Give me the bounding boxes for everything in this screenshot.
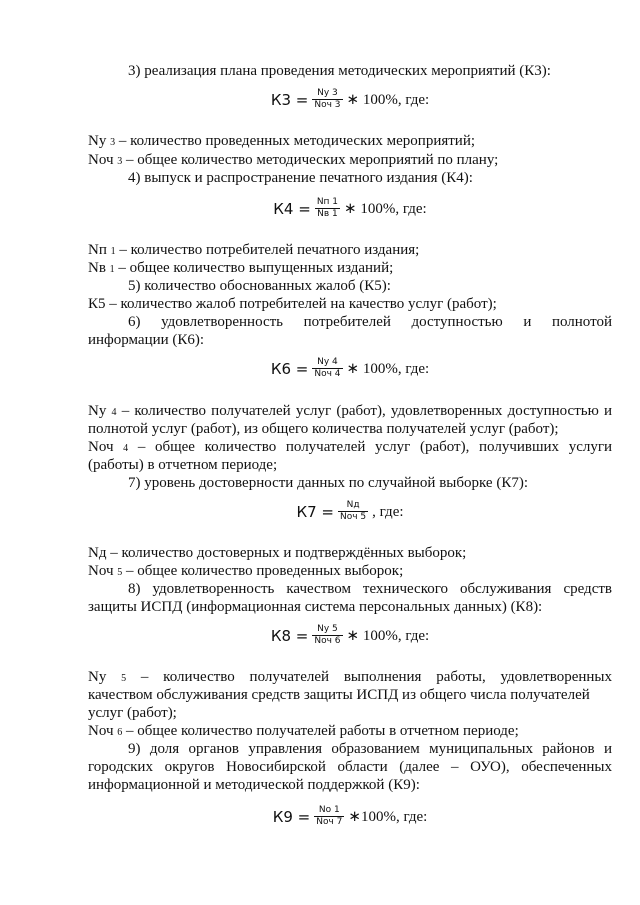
formula-fraction (315, 197, 340, 220)
formula-denominator: Nоч 3 (314, 100, 341, 110)
formula-fraction (338, 500, 368, 523)
definition-text: – количество достоверных и подтверждённых выборок; (110, 545, 467, 561)
paragraph-line: качеством обслуживания средств защиты ИСПД из общего числа получателей (88, 687, 590, 703)
variable-symbol: Nд (88, 545, 107, 561)
variable-symbol: Nу (88, 403, 107, 419)
formula-lhs: К6 = (270, 359, 309, 378)
formula-lhs: К7 = (296, 502, 334, 521)
definition-text: – количество получателей услуг (работ), удовлетворенных доступностью и (121, 403, 613, 419)
definition-text: – общее количество методических мероприятий по плану; (126, 152, 499, 168)
formula-numerator: Nо 1 (318, 805, 340, 815)
formula-fraction (312, 624, 342, 647)
paragraph-first-line: 3) реализация плана проведения методических мероприятий (К3): (128, 63, 551, 79)
formula-tail: ∗ 100%, где: (344, 200, 427, 217)
definition-line (88, 722, 612, 742)
variable-subscript: 3 (110, 137, 116, 148)
variable-symbol: Nоч (88, 152, 114, 168)
formula-tail: ∗ 100%, где: (346, 360, 430, 377)
variable-subscript: 1 (109, 264, 115, 275)
formula-tail: ∗ 100%, где: (346, 91, 430, 108)
definition-text: – общее количество выпущенных изданий; (118, 260, 394, 276)
definition-text: – количество потребителей печатного издания; (119, 242, 420, 258)
formula-lhs: К3 = (270, 90, 309, 109)
definition-line (88, 151, 612, 171)
formula-denominator: Nв 1 (317, 209, 338, 219)
definition-line (88, 259, 612, 279)
variable-symbol: Nоч (88, 723, 114, 739)
paragraph-line: защиты ИСПД (информационная система персональных данных) (К8): (88, 599, 543, 615)
variable-symbol: Nоч (88, 439, 114, 455)
variable-symbol: Nоч (88, 563, 114, 579)
variable-subscript: 4 (111, 407, 117, 418)
formula-denominator: Nоч 6 (314, 636, 341, 646)
definition-line (88, 438, 612, 458)
paragraph-first-line: 5) количество обоснованных жалоб (К5): (128, 278, 391, 294)
definition-text: – общее количество получателей работы в отчетном периоде; (126, 723, 519, 739)
formula-lhs: К4 = (273, 199, 311, 218)
definition-text: – количество проведенных методических мероприятий; (118, 133, 476, 149)
formula-fraction (314, 805, 344, 828)
paragraph-line: К5 – количество жалоб потребителей на качество услуг (работ); (88, 296, 497, 312)
formula-lhs: К9 = (272, 807, 311, 826)
definition-line (88, 132, 612, 152)
paragraph-first-line: 6) удовлетворенность потребителей доступностью и полнотой (128, 314, 612, 330)
paragraph-first-line: 4) выпуск и распространение печатного издания (К4): (128, 170, 473, 186)
definition-line (88, 544, 612, 564)
paragraph-line: информационной и методической поддержкой (К9): (88, 777, 420, 793)
variable-symbol: Nу (88, 669, 107, 685)
formula-tail: ∗100%, где: (348, 808, 428, 825)
variable-subscript: 3 (117, 156, 123, 167)
paragraph-first-line: 7) уровень достоверности данных по случайной выборке (К7): (128, 475, 528, 491)
paragraph-line: городских округов Новосибирской области (далее – ОУО), обеспеченных (88, 759, 612, 775)
formula (88, 500, 612, 523)
formula-denominator: Nоч 5 (340, 512, 367, 522)
definition-line (88, 241, 612, 261)
definition-text: – общее количество получателей услуг (работ), получивших услуги (137, 439, 613, 455)
formula-denominator: Nоч 7 (316, 817, 343, 827)
variable-subscript: 5 (117, 567, 123, 578)
formula-numerator: Nу 3 (317, 88, 338, 98)
formula-tail: ∗ 100%, где: (346, 627, 430, 644)
variable-symbol: Nу (88, 133, 107, 149)
definition-line (88, 402, 612, 422)
variable-subscript: 6 (117, 727, 123, 738)
definition-line (88, 668, 612, 688)
paragraph-first-line: 8) удовлетворенность качеством технического обслуживания средств (128, 581, 612, 597)
formula-numerator: Nд (346, 500, 360, 510)
formula (88, 197, 612, 220)
formula-fraction (312, 357, 342, 380)
paragraph-line: информации (К6): (88, 332, 205, 348)
definition-line (88, 562, 612, 582)
formula-denominator: Nоч 4 (314, 369, 341, 379)
formula (88, 357, 612, 380)
paragraph-line: услуг (работ); (88, 705, 177, 721)
formula-lhs: К8 = (270, 626, 309, 645)
paragraph-line: полнотой услуг (работ), из общего количества получателей услуг (работ); (88, 421, 559, 437)
formula (88, 624, 612, 647)
formula-numerator: Nу 4 (317, 357, 338, 367)
variable-symbol: Nв (88, 260, 106, 276)
definition-text: – общее количество проведенных выборок; (126, 563, 404, 579)
paragraph-line: (работы) в отчетном периоде; (88, 457, 278, 473)
formula (88, 88, 612, 111)
variable-subscript: 5 (121, 673, 127, 684)
formula-numerator: Nп 1 (316, 197, 339, 207)
formula (88, 805, 612, 828)
variable-subscript: 4 (123, 443, 129, 454)
variable-subscript: 1 (110, 246, 116, 257)
definition-text: – количество получателей выполнения работы, удовлетворенных (140, 669, 613, 685)
paragraph-first-line: 9) доля органов управления образованием муниципальных районов и (128, 741, 612, 757)
variable-symbol: Nп (88, 242, 107, 258)
formula-numerator: Nу 5 (317, 624, 338, 634)
formula-fraction (312, 88, 342, 111)
formula-tail: , где: (372, 503, 404, 520)
